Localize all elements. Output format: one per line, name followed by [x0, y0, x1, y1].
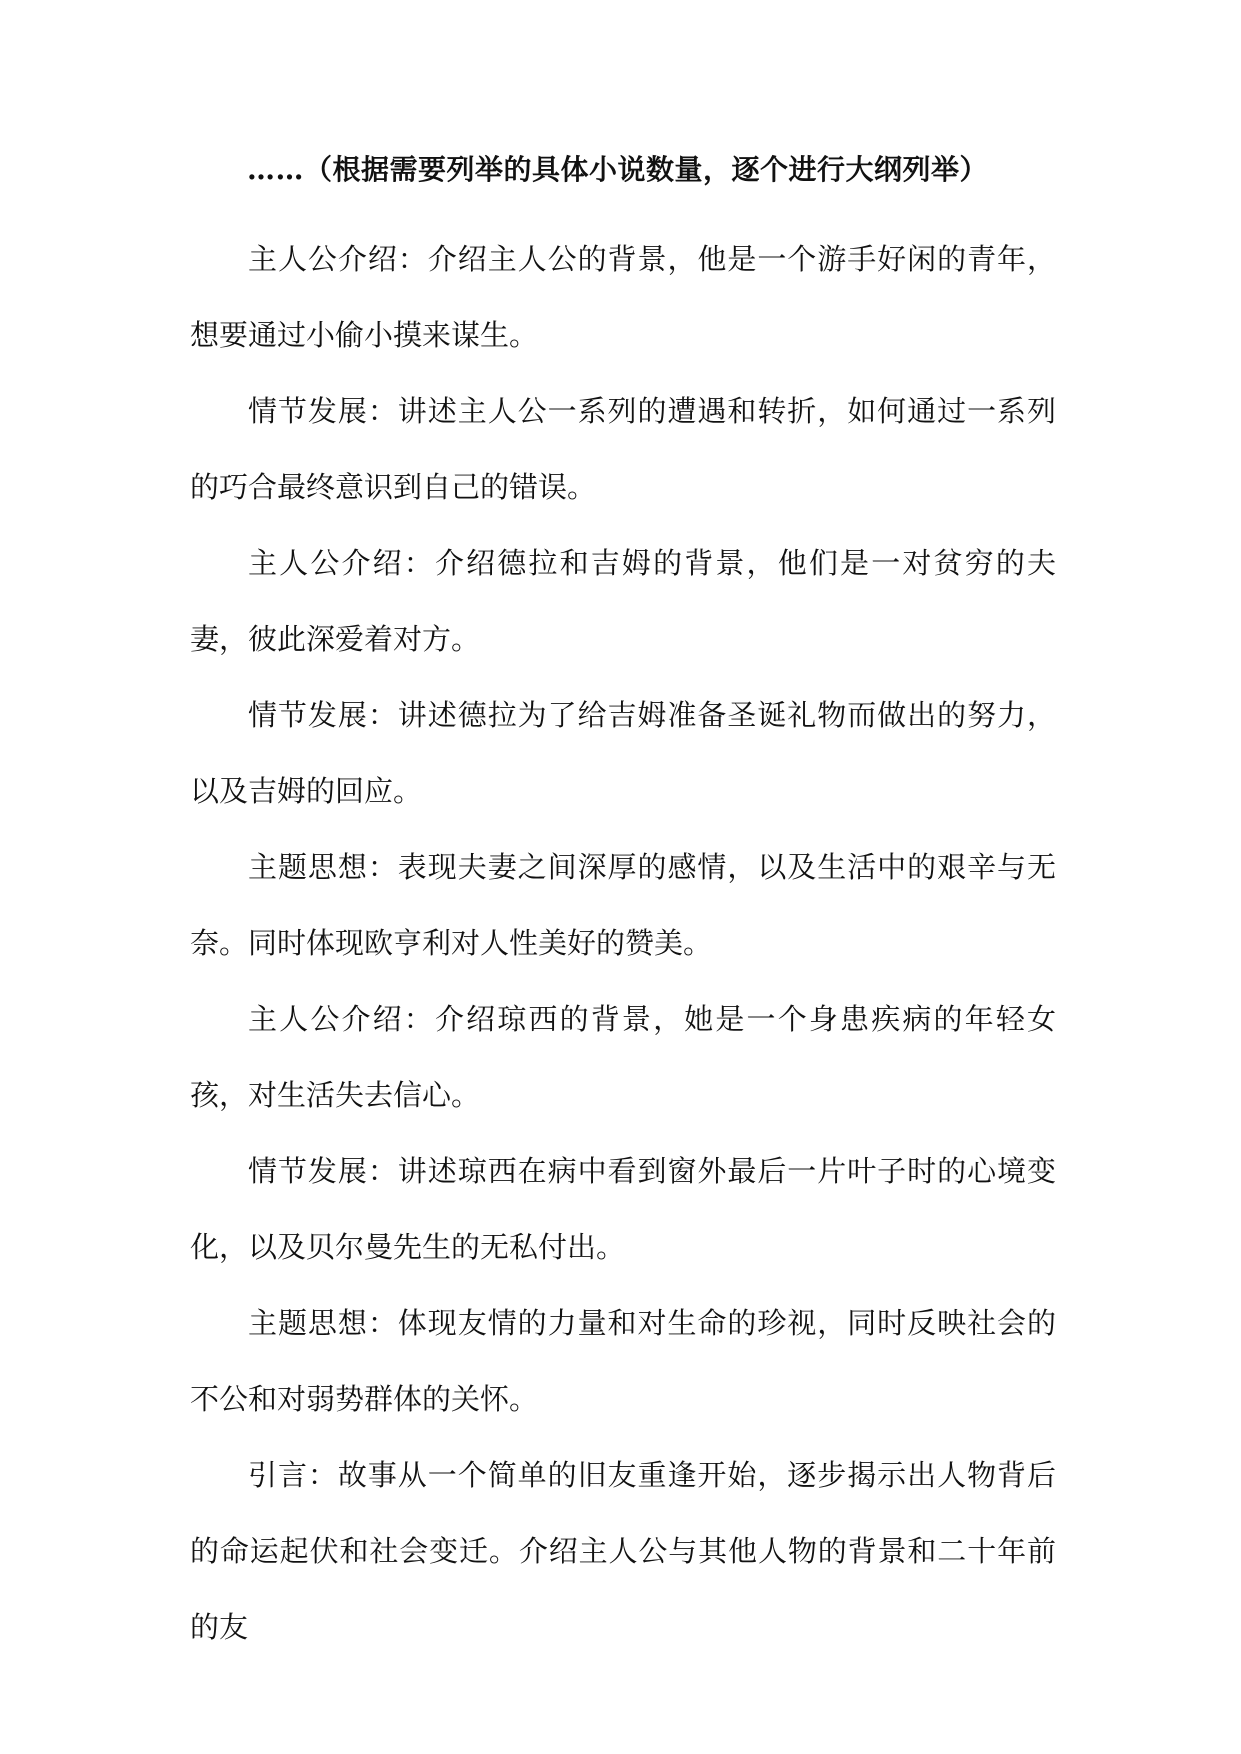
paragraph-7: 情节发展：讲述琼西在病中看到窗外最后一片叶子时的心境变化，以及贝尔曼先生的无私付出。	[190, 1154, 1056, 1264]
paragraph-6: 主人公介绍：介绍琼西的背景，她是一个身患疾病的年轻女孩，对生活失去信心。	[190, 1002, 1056, 1112]
paragraph-5: 主题思想：表现夫妻之间深厚的感情，以及生活中的艰辛与无奈。同时体现欧亨利对人性美好的赞美。	[190, 850, 1056, 960]
paragraph-9: 引言：故事从一个简单的旧友重逢开始，逐步揭示出人物背后的命运起伏和社会变迁。介绍主人公与其他人物的背景和二十年前的友	[190, 1458, 1056, 1644]
paragraph-2: 情节发展：讲述主人公一系列的遭遇和转折，如何通过一系列的巧合最终意识到自己的错误。	[190, 394, 1056, 504]
paragraph-8: 主题思想：体现友情的力量和对生命的珍视，同时反映社会的不公和对弱势群体的关怀。	[190, 1306, 1056, 1416]
paragraph-1: 主人公介绍：介绍主人公的背景，他是一个游手好闲的青年，想要通过小偷小摸来谋生。	[190, 242, 1056, 352]
paragraph-4: 情节发展：讲述德拉为了给吉姆准备圣诞礼物而做出的努力，以及吉姆的回应。	[190, 698, 1056, 808]
section-heading: ……（根据需要列举的具体小说数量，逐个进行大纲列举）	[247, 153, 989, 186]
body-text	[190, 221, 1056, 1665]
paragraph-3: 主人公介绍：介绍德拉和吉姆的背景，他们是一对贫穷的夫妻，彼此深爱着对方。	[190, 546, 1056, 656]
